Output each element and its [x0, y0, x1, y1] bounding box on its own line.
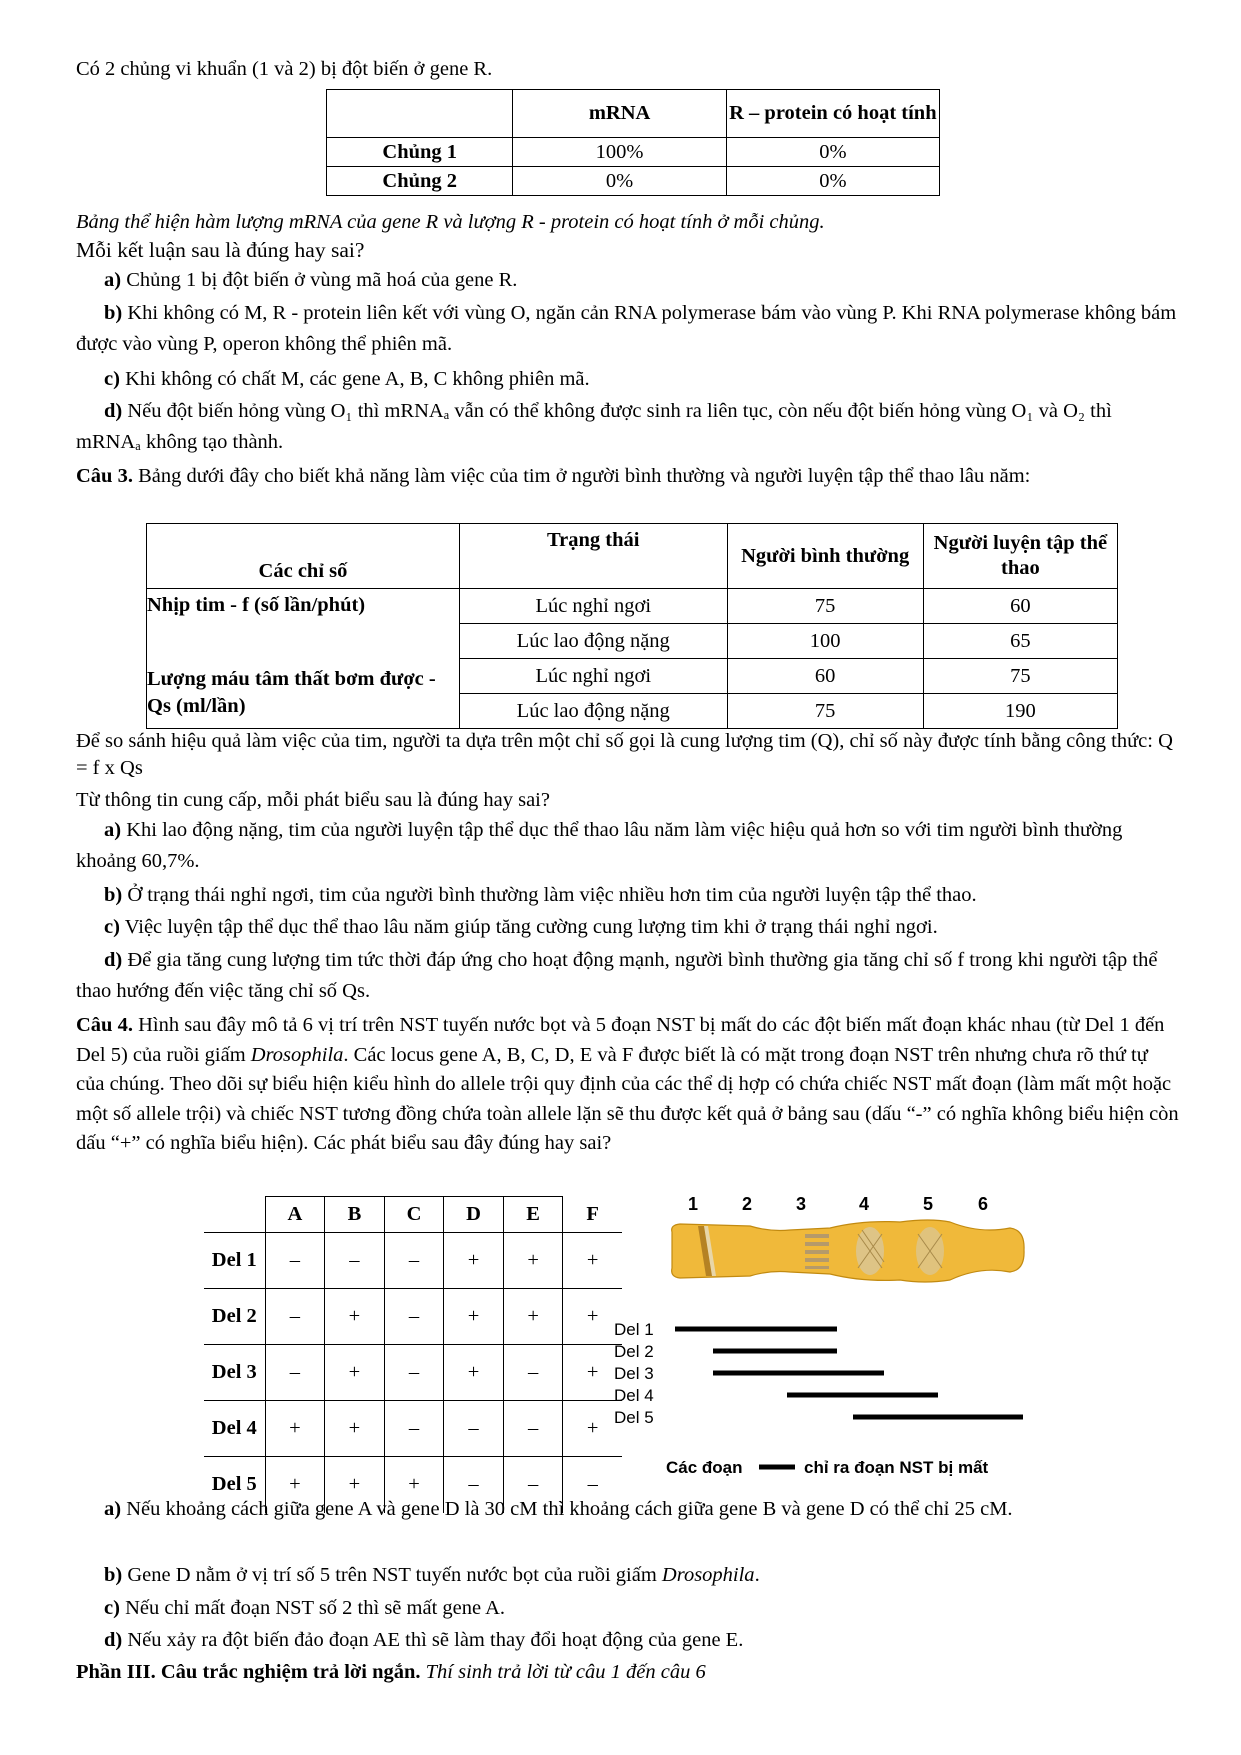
table1-row-label: Chủng 2	[327, 167, 513, 196]
intro-line: Có 2 chủng vi khuẩn (1 và 2) bị đột biến ở gene R.	[76, 58, 493, 80]
table3-cell: –	[265, 1233, 325, 1289]
table3-col-header: D	[444, 1197, 504, 1233]
table3-cell: –	[384, 1233, 444, 1289]
table2-state: Lúc nghỉ ngơi	[459, 659, 727, 694]
table1-header-mrna: mRNA	[513, 90, 726, 138]
table2-state: Lúc lao động nặng	[459, 624, 727, 659]
legend-left: Các đoạn	[666, 1458, 743, 1477]
chromosome-drawing	[672, 1220, 1024, 1282]
table2-cell: 75	[923, 659, 1117, 694]
table3-cell: –	[325, 1233, 385, 1289]
table2-state: Lúc nghỉ ngơi	[459, 589, 727, 624]
mrna-table	[326, 89, 940, 196]
table3-cell: +	[563, 1345, 622, 1401]
table2-header-athlete: Người luyện tập thể thao	[923, 524, 1117, 589]
del-label: Del 4	[614, 1386, 654, 1405]
del-label: Del 5	[614, 1408, 654, 1427]
table3-corner	[204, 1197, 265, 1233]
q3-prompt: Từ thông tin cung cấp, mỗi phát biểu sau là đúng hay sai?	[76, 789, 550, 811]
table3-cell: +	[444, 1289, 504, 1345]
chromosome-figure	[600, 1190, 1120, 1500]
q3-formula-text: Để so sánh hiệu quả làm việc của tim, người ta dựa trên một chỉ số gọi là cung lượng tim (Q), chỉ số này được tính bằng công thức: Q = f x Qs	[76, 730, 1173, 779]
position-label: 5	[923, 1194, 934, 1214]
table1-header-protein: R – protein có hoạt tính	[726, 90, 939, 138]
q4-option-b: b) Gene D nằm ở vị trí số 5 trên NST tuyến nước bọt của ruồi giấm Drosophila.	[104, 1564, 760, 1586]
table3-cell: –	[265, 1345, 325, 1401]
table3-col-header: C	[384, 1197, 444, 1233]
table3-cell: –	[563, 1457, 622, 1513]
table3-row-label: Del 2	[204, 1289, 265, 1345]
table3-row-label: Del 4	[204, 1401, 265, 1457]
legend-right: chỉ ra đoạn NST bị mất	[804, 1458, 989, 1477]
q4-option-d: d) Nếu xảy ra đột biến đảo đoạn AE thì sẽ làm thay đổi hoạt động của gene E.	[104, 1629, 744, 1651]
position-label: 1	[688, 1194, 699, 1214]
table3-cell: +	[325, 1401, 385, 1457]
q3-option-a: a) Khi lao động nặng, tim của người luyện tập thể dục thể thao lâu năm làm việc hiệu quả hơn so với tim người bình thường khoảng 60,7%.	[76, 819, 1123, 872]
table3-cell: +	[503, 1289, 563, 1345]
table3-row-label: Del 1	[204, 1233, 265, 1289]
position-label: 3	[796, 1194, 807, 1214]
table3-cell: +	[444, 1345, 504, 1401]
deletion-table	[204, 1196, 622, 1513]
q2-option-a: a) Chủng 1 bị đột biến ở vùng mã hoá của gene R.	[104, 269, 518, 291]
table2-cell: 65	[923, 624, 1117, 659]
q3-option-d: d) Để gia tăng cung lượng tim tức thời đáp ứng cho hoạt động mạnh, người bình thường gia tăng chỉ số f trong khi người tập thể thao hướng đến việc tăng chỉ số Qs.	[76, 949, 1158, 1002]
q2-prompt: Mỗi kết luận sau là đúng hay sai?	[76, 238, 365, 262]
table3-cell: –	[503, 1457, 563, 1513]
q3-option-b: b) Ở trạng thái nghỉ ngơi, tim của người bình thường làm việc nhiều hơn tim của người luyện tập thể thao.	[104, 884, 977, 906]
table3-cell: –	[503, 1345, 563, 1401]
table2-row-heart-rate: Nhịp tim - f (số lần/phút)	[147, 589, 460, 659]
table3-cell: +	[503, 1233, 563, 1289]
part3-heading: Phần III. Câu trắc nghiệm trả lời ngắn. Thí sinh trả lời từ câu 1 đến câu 6	[76, 1661, 706, 1683]
q2-option-d: d) Nếu đột biến hỏng vùng O₁ thì mRNAₐ vẫn có thể không được sinh ra liên tục, còn nếu đột biến hỏng vùng O₁ và O₂ thì mRNAₐ không tạo thành.	[76, 400, 1112, 453]
position-label: 4	[859, 1194, 870, 1214]
table2-cell: 190	[923, 694, 1117, 729]
position-label: 6	[978, 1194, 989, 1214]
table3-cell: +	[563, 1289, 622, 1345]
heart-table	[146, 523, 1118, 729]
q4-stem: Câu 4. Hình sau đây mô tả 6 vị trí trên NST tuyến nước bọt và 5 đoạn NST bị mất do các đột biến mất đoạn khác nhau (từ Del 1 đến Del 5) của ruồi giấm Drosophila. Các locus gene A, B, C, D, E và F được biết là có mặt trong đoạn NST trên nhưng chưa rõ thứ tự của chúng. Theo dõi sự biểu hiện kiểu hình do allele trội quy định của các thể dị hợp có chứa chiếc NST mất đoạn (làm mất một hoặc một số allele trội) và chiếc NST tương đồng chứa toàn allele lặn sẽ thu được kết quả ở bảng sau (dấu “-” có nghĩa không biểu hiện còn dấu “+” có nghĩa biểu hiện). Các phát biểu sau đây đúng hay sai?	[76, 1014, 1179, 1154]
table3-cell: +	[384, 1457, 444, 1513]
q3-option-c: c) Việc luyện tập thể dục thể thao lâu năm giúp tăng cường cung lượng tim khi ở trạng thái nghỉ ngơi.	[104, 916, 938, 938]
table1-header-empty	[327, 90, 513, 138]
table2-header-normal: Người bình thường	[727, 524, 923, 589]
position-label: 2	[742, 1194, 753, 1214]
table1-caption: Bảng thể hiện hàm lượng mRNA của gene R và lượng R - protein có hoạt tính ở mỗi chủng.	[76, 211, 825, 233]
table3-col-header: E	[503, 1197, 563, 1233]
table3-cell: +	[265, 1401, 325, 1457]
table3-cell: –	[384, 1345, 444, 1401]
table1-cell: 0%	[513, 167, 726, 196]
table2-state: Lúc lao động nặng	[459, 694, 727, 729]
table3-row-label: Del 3	[204, 1345, 265, 1401]
table1-cell: 100%	[513, 138, 726, 167]
table1-row-label: Chủng 1	[327, 138, 513, 167]
table2-header-state: Trạng thái	[459, 524, 727, 589]
del-label: Del 2	[614, 1342, 654, 1361]
table3-cell: +	[563, 1401, 622, 1457]
table3-cell: +	[444, 1233, 504, 1289]
q4-option-c: c) Nếu chỉ mất đoạn NST số 2 thì sẽ mất gene A.	[104, 1597, 506, 1619]
table1-cell: 0%	[726, 138, 939, 167]
table1-cell: 0%	[726, 167, 939, 196]
table3-col-header: A	[265, 1197, 325, 1233]
table3-cell: +	[325, 1289, 385, 1345]
deletion-labels	[614, 1320, 654, 1427]
table2-cell: 60	[923, 589, 1117, 624]
deletion-bars	[675, 1329, 1023, 1417]
table3-col-header: B	[325, 1197, 385, 1233]
table3-cell: –	[265, 1289, 325, 1345]
table3-cell: –	[444, 1457, 504, 1513]
table3-cell: +	[265, 1457, 325, 1513]
table2-cell: 75	[727, 589, 923, 624]
table2-cell: 75	[727, 694, 923, 729]
q2-option-b: b) Khi không có M, R - protein liên kết với vùng O, ngăn cản RNA polymerase bám vào vùng P. Khi RNA polymerase không bám được vào vùng P, operon không thể phiên mã.	[76, 302, 1177, 355]
q4-option-a: a) Nếu khoảng cách giữa gene A và gene D là 30 cM thì khoảng cách giữa gene B và gene D có thể chỉ 25 cM.	[104, 1498, 1013, 1520]
table2-row-stroke-volume: Lượng máu tâm thất bơm được - Qs (ml/lần)	[147, 659, 460, 729]
table3-row-label: Del 5	[204, 1457, 265, 1513]
table3-cell: +	[325, 1457, 385, 1513]
del-label: Del 3	[614, 1364, 654, 1383]
table3-col-header: F	[563, 1197, 622, 1233]
table3-cell: –	[503, 1401, 563, 1457]
table3-cell: –	[444, 1401, 504, 1457]
q2-option-c: c) Khi không có chất M, các gene A, B, C không phiên mã.	[104, 368, 590, 390]
table2-cell: 60	[727, 659, 923, 694]
table3-cell: –	[384, 1289, 444, 1345]
table2-header-index: Các chỉ số	[147, 524, 460, 589]
table2-cell: 100	[727, 624, 923, 659]
del-label: Del 1	[614, 1320, 654, 1339]
table3-cell: +	[563, 1233, 622, 1289]
table3-cell: –	[384, 1401, 444, 1457]
q3-stem: Câu 3. Bảng dưới đây cho biết khả năng làm việc của tim ở người bình thường và người luyện tập thể thao lâu năm:	[76, 465, 1031, 487]
figure-legend	[666, 1458, 989, 1477]
table3-cell: +	[325, 1345, 385, 1401]
